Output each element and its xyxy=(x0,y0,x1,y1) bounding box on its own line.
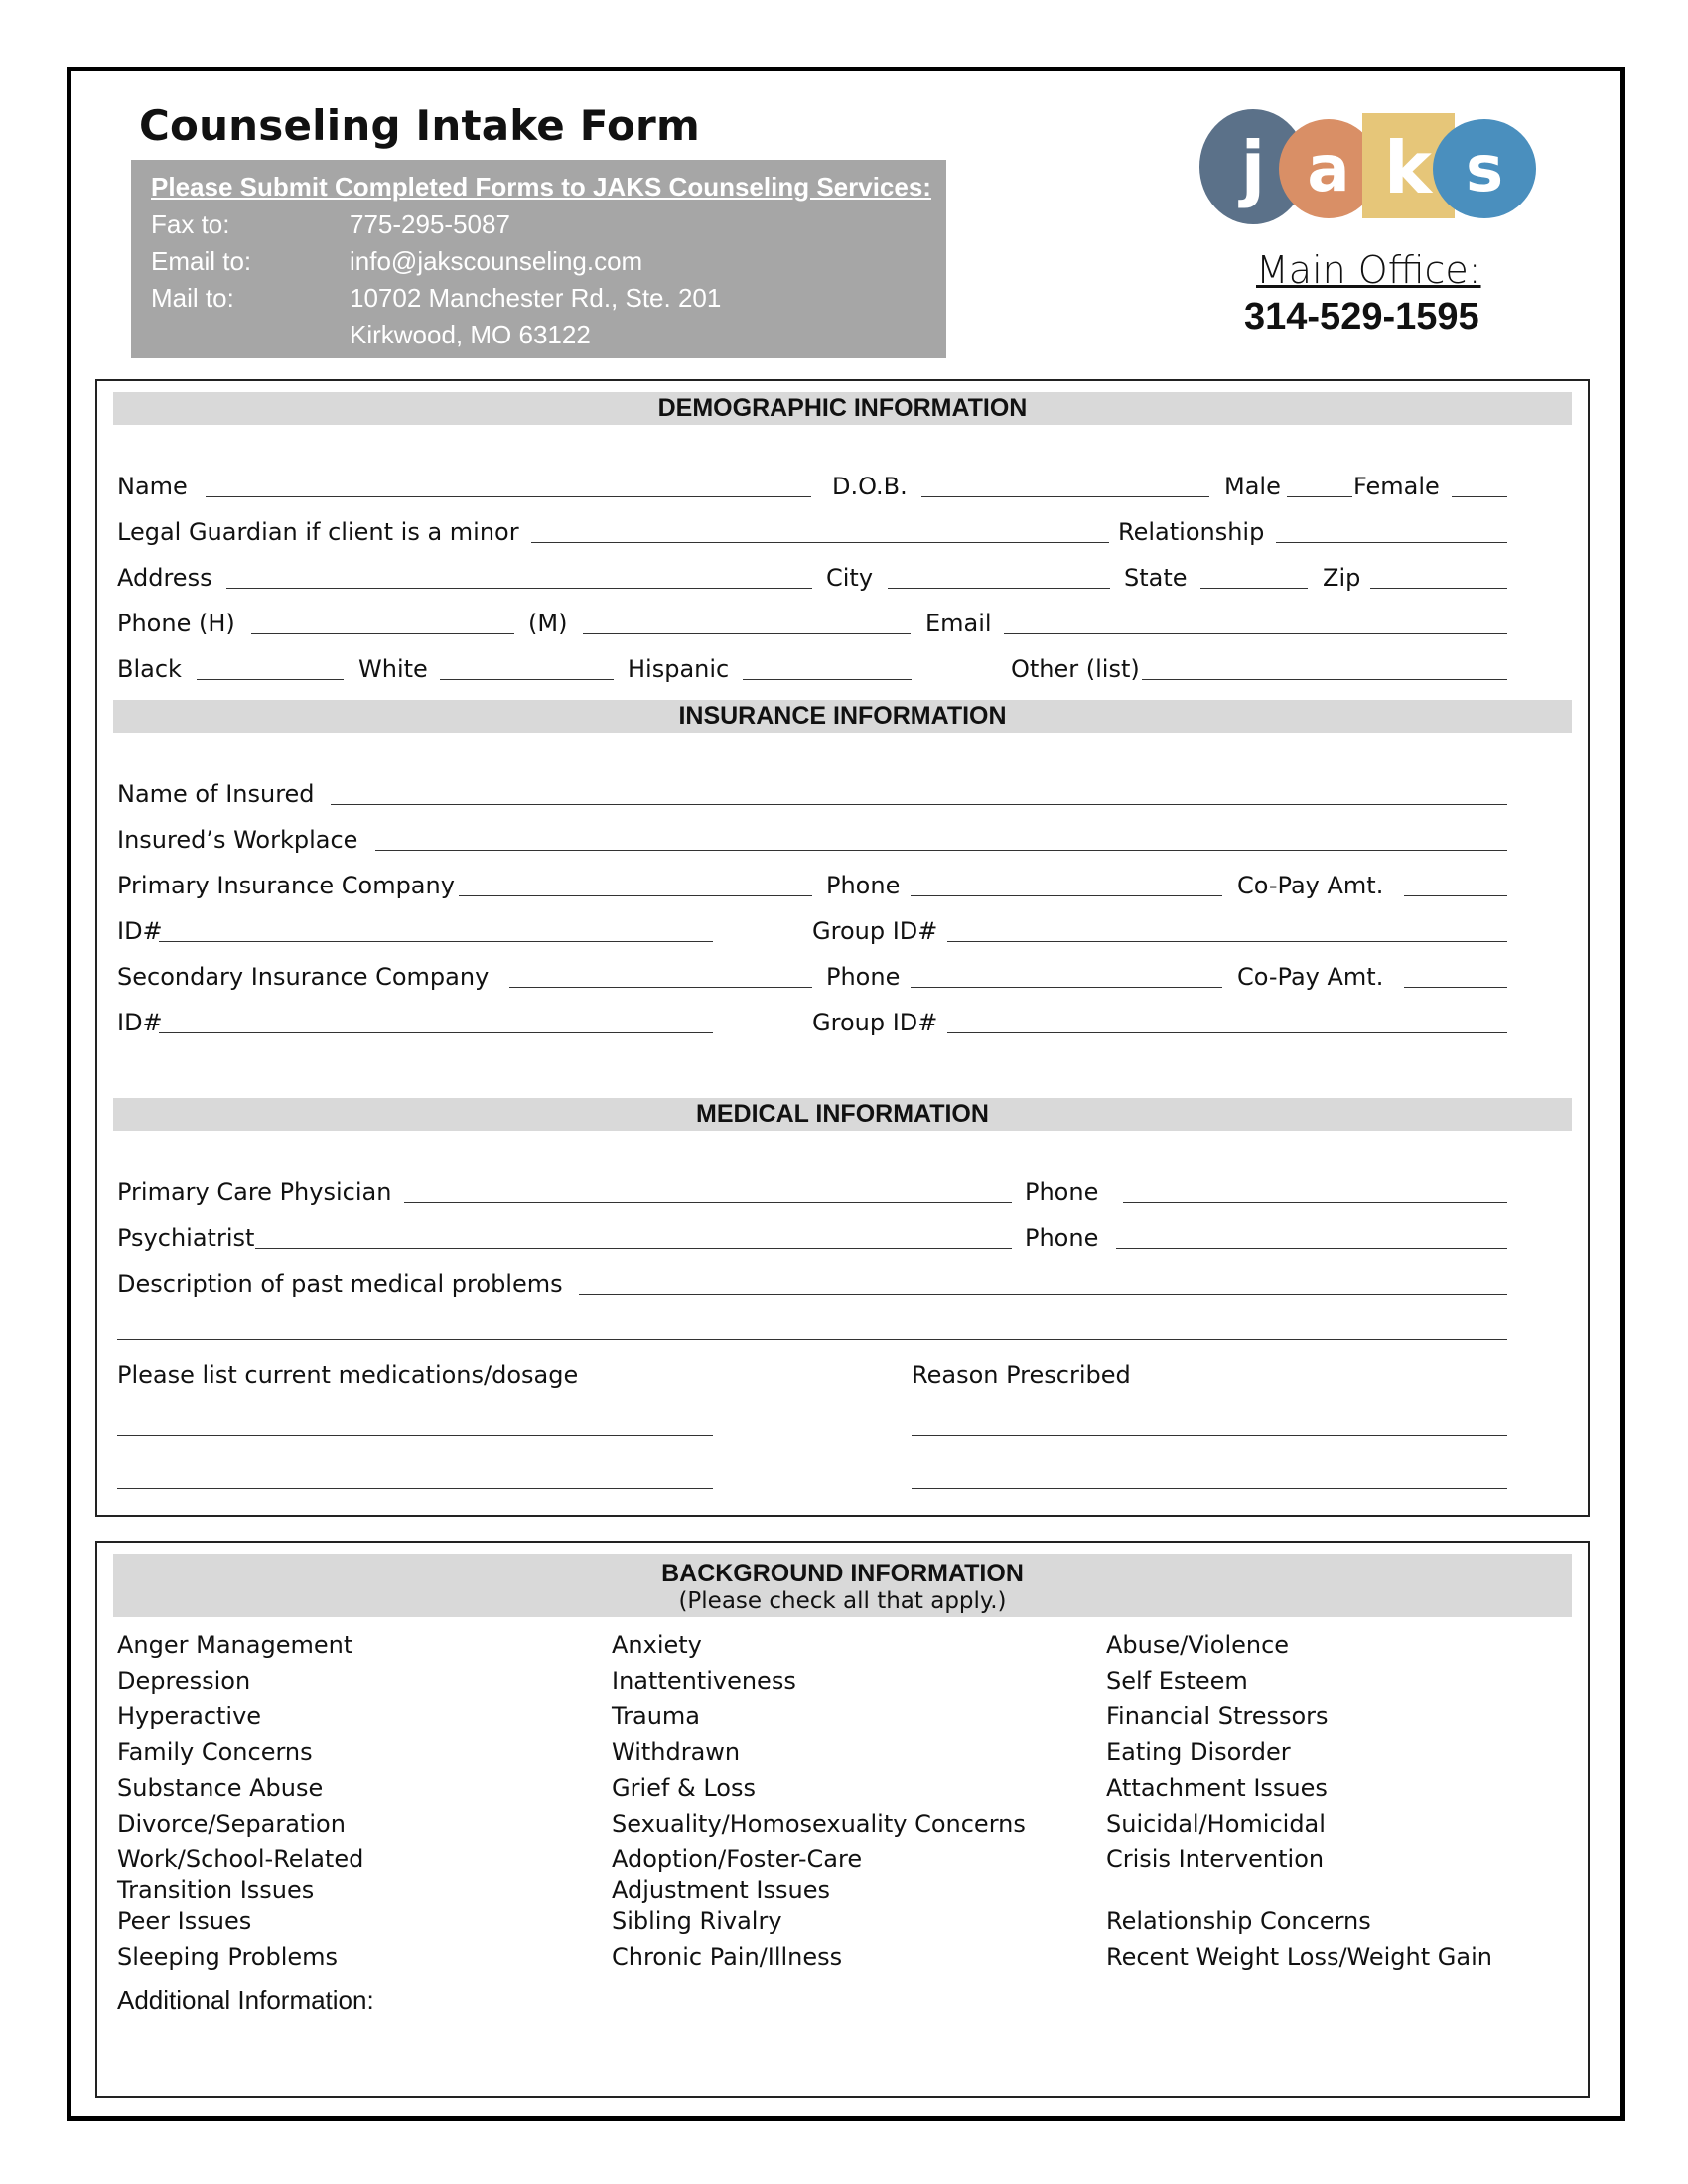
background-checklist-item[interactable]: Peer Issues xyxy=(117,1907,252,1935)
background-checklist-item[interactable]: Sexuality/Homosexuality Concerns xyxy=(612,1810,1026,1838)
background-checklist-item[interactable]: Anger Management xyxy=(117,1631,353,1659)
medication-field-1[interactable] xyxy=(117,1435,713,1436)
background-checklist-item[interactable]: Abuse/Violence xyxy=(1106,1631,1290,1659)
background-checklist-item[interactable]: Sibling Rivalry xyxy=(612,1907,782,1935)
female-checkbox-field[interactable] xyxy=(1452,496,1507,497)
pcp-field[interactable] xyxy=(404,1202,1012,1203)
secondary-group-id-field[interactable] xyxy=(947,1032,1507,1033)
jaks-logo xyxy=(1196,107,1554,231)
secondary-phone-field[interactable] xyxy=(911,987,1222,988)
logo-letter-s: s xyxy=(1465,133,1504,206)
secondary-copay-label: Co-Pay Amt. xyxy=(1237,963,1384,991)
main-office-phone: 314-529-1595 xyxy=(1244,296,1479,338)
background-checklist-item[interactable]: Recent Weight Loss/Weight Gain xyxy=(1106,1943,1492,1971)
page-title: Counseling Intake Form xyxy=(139,101,700,150)
primary-group-id-field[interactable] xyxy=(947,941,1507,942)
black-field[interactable] xyxy=(197,679,344,680)
zip-field[interactable] xyxy=(1370,588,1507,589)
city-label: City xyxy=(826,564,874,592)
background-checklist-item[interactable]: Self Esteem xyxy=(1106,1667,1248,1695)
primary-phone-field[interactable] xyxy=(911,895,1222,896)
secondary-phone-label: Phone xyxy=(826,963,901,991)
primary-copay-label: Co-Pay Amt. xyxy=(1237,872,1384,899)
background-checklist-item[interactable]: Crisis Intervention xyxy=(1106,1845,1325,1873)
logo-letter-a: a xyxy=(1307,133,1350,206)
secondary-id-field[interactable] xyxy=(159,1032,713,1033)
background-checklist-item[interactable]: Grief & Loss xyxy=(612,1774,756,1802)
fax-label: Fax to: xyxy=(151,209,230,239)
secondary-insurance-field[interactable] xyxy=(509,987,812,988)
mail-address-line1: 10702 Manchester Rd., Ste. 201 xyxy=(350,283,722,313)
pcp-phone-field[interactable] xyxy=(1123,1202,1507,1203)
phone-home-field[interactable] xyxy=(251,633,514,634)
background-checklist-item[interactable]: Depression xyxy=(117,1667,251,1695)
fax-number: 775-295-5087 xyxy=(350,209,510,239)
primary-insurance-field[interactable] xyxy=(459,895,812,896)
primary-phone-label: Phone xyxy=(826,872,901,899)
pcp-label: Primary Care Physician xyxy=(117,1178,392,1206)
name-insured-field[interactable] xyxy=(331,804,1507,805)
name-field[interactable] xyxy=(206,496,811,497)
name-label: Name xyxy=(117,473,188,500)
male-label: Male xyxy=(1224,473,1281,500)
other-field[interactable] xyxy=(1142,679,1507,680)
medication-field-2[interactable] xyxy=(117,1488,713,1489)
hispanic-field[interactable] xyxy=(743,679,912,680)
psychiatrist-field[interactable] xyxy=(255,1248,1012,1249)
white-field[interactable] xyxy=(440,679,614,680)
email-field[interactable] xyxy=(1004,633,1507,634)
medications-label: Please list current medications/dosage xyxy=(117,1361,579,1389)
background-checklist-item[interactable]: Trauma xyxy=(612,1703,701,1730)
medical-section-header: MEDICAL INFORMATION xyxy=(113,1098,1572,1131)
background-checklist-item[interactable]: Attachment Issues xyxy=(1106,1774,1328,1802)
primary-group-id-label: Group ID# xyxy=(812,917,938,945)
primary-id-field[interactable] xyxy=(159,941,713,942)
guardian-label: Legal Guardian if client is a minor xyxy=(117,518,519,546)
other-label: Other (list) xyxy=(1011,655,1140,683)
hispanic-label: Hispanic xyxy=(628,655,730,683)
workplace-field[interactable] xyxy=(375,850,1507,851)
email-address[interactable]: info@jakscounseling.com xyxy=(350,246,643,276)
background-checklist-item[interactable]: Sleeping Problems xyxy=(117,1943,339,1971)
background-checklist-item[interactable]: Transition Issues xyxy=(117,1876,315,1904)
background-checklist-item[interactable]: Chronic Pain/Illness xyxy=(612,1943,843,1971)
primary-copay-field[interactable] xyxy=(1404,895,1507,896)
insurance-section-header: INSURANCE INFORMATION xyxy=(113,700,1572,733)
background-checklist-item[interactable]: Divorce/Separation xyxy=(117,1810,346,1838)
submission-info-box xyxy=(131,160,946,358)
past-problems-field[interactable] xyxy=(579,1294,1507,1295)
additional-info-field[interactable] xyxy=(117,2021,1567,2091)
psychiatrist-phone-field[interactable] xyxy=(1116,1248,1507,1249)
dob-label: D.O.B. xyxy=(832,473,908,500)
background-checklist-item[interactable]: Family Concerns xyxy=(117,1738,313,1766)
background-checklist-item[interactable]: Hyperactive xyxy=(117,1703,262,1730)
workplace-label: Insured’s Workplace xyxy=(117,826,358,854)
background-checklist-item[interactable]: Adoption/Foster-Care xyxy=(612,1845,863,1873)
background-checklist-item[interactable]: Relationship Concerns xyxy=(1106,1907,1371,1935)
background-checklist-item[interactable]: Work/School-Related xyxy=(117,1845,364,1873)
logo-letter-k: k xyxy=(1384,126,1432,209)
phone-mobile-field[interactable] xyxy=(583,633,911,634)
secondary-group-id-label: Group ID# xyxy=(812,1009,938,1036)
email-label: Email to: xyxy=(151,246,252,276)
background-checklist-item[interactable]: Financial Stressors xyxy=(1106,1703,1329,1730)
background-checklist-item[interactable]: Eating Disorder xyxy=(1106,1738,1291,1766)
past-problems-field-line2[interactable] xyxy=(117,1339,1507,1340)
background-section-header xyxy=(113,1554,1572,1617)
secondary-insurance-label: Secondary Insurance Company xyxy=(117,963,490,991)
relationship-label: Relationship xyxy=(1118,518,1265,546)
primary-insurance-label: Primary Insurance Company xyxy=(117,872,455,899)
background-section-title: BACKGROUND INFORMATION xyxy=(661,1560,1024,1587)
state-label: State xyxy=(1124,564,1188,592)
zip-label: Zip xyxy=(1323,564,1361,592)
background-checklist-item[interactable]: Withdrawn xyxy=(612,1738,741,1766)
reason-prescribed-label: Reason Prescribed xyxy=(912,1361,1131,1389)
guardian-field[interactable] xyxy=(531,542,1109,543)
logo-letter-j: j xyxy=(1240,126,1266,209)
background-checklist-item[interactable]: Anxiety xyxy=(612,1631,702,1659)
background-checklist-item[interactable]: Substance Abuse xyxy=(117,1774,324,1802)
background-section-subtitle: (Please check all that apply.) xyxy=(678,1588,1007,1614)
additional-info-label: Additional Information: xyxy=(117,1985,374,2015)
pcp-phone-label: Phone xyxy=(1025,1178,1099,1206)
email-label-field: Email xyxy=(925,610,992,637)
secondary-copay-field[interactable] xyxy=(1404,987,1507,988)
name-insured-label: Name of Insured xyxy=(117,780,315,808)
secondary-id-label: ID# xyxy=(117,1009,163,1036)
address-label: Address xyxy=(117,564,212,592)
state-field[interactable] xyxy=(1200,588,1308,589)
city-field[interactable] xyxy=(888,588,1110,589)
submission-heading: Please Submit Completed Forms to JAKS Counseling Services: xyxy=(151,172,931,202)
background-checklist-item[interactable]: Adjustment Issues xyxy=(612,1876,830,1904)
mail-address-line2: Kirkwood, MO 63122 xyxy=(350,320,591,349)
relationship-field[interactable] xyxy=(1276,542,1507,543)
main-office-label: Main Office: xyxy=(1256,248,1481,292)
background-checklist-item[interactable]: Inattentiveness xyxy=(612,1667,796,1695)
mail-label: Mail to: xyxy=(151,283,234,313)
primary-id-label: ID# xyxy=(117,917,163,945)
dob-field[interactable] xyxy=(921,496,1209,497)
client-info-box xyxy=(95,379,1590,1517)
address-field[interactable] xyxy=(226,588,812,589)
demographic-section-header: DEMOGRAPHIC INFORMATION xyxy=(113,392,1572,425)
phone-home-label: Phone (H) xyxy=(117,610,235,637)
phone-mobile-label: (M) xyxy=(528,610,568,637)
reason-field-2[interactable] xyxy=(912,1488,1507,1489)
psychiatrist-label: Psychiatrist xyxy=(117,1224,255,1252)
reason-field-1[interactable] xyxy=(912,1435,1507,1436)
male-checkbox-field[interactable] xyxy=(1287,496,1352,497)
background-checklist-item[interactable]: Suicidal/Homicidal xyxy=(1106,1810,1326,1838)
past-problems-label: Description of past medical problems xyxy=(117,1270,563,1297)
psychiatrist-phone-label: Phone xyxy=(1025,1224,1099,1252)
black-label: Black xyxy=(117,655,182,683)
female-label: Female xyxy=(1353,473,1440,500)
white-label: White xyxy=(358,655,428,683)
